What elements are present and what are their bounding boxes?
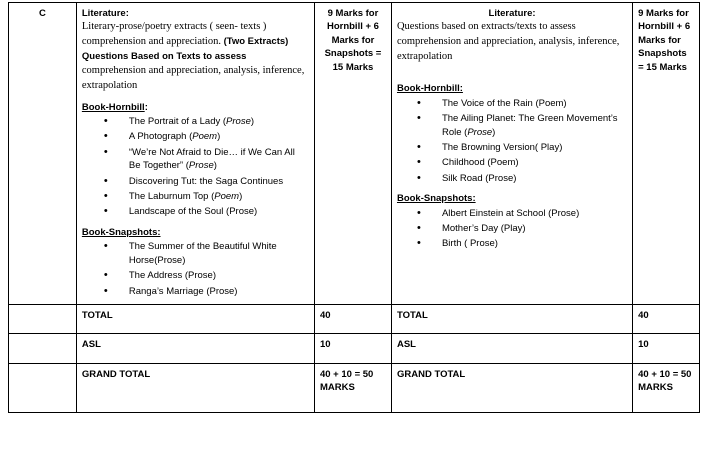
table-row-grand-total <box>9 363 700 412</box>
grand-total-value-right: 40 + 10 = 50 MARKS <box>633 363 700 412</box>
list-item: • Silk Road (Prose) <box>397 172 627 186</box>
book-hornbill-heading-left <box>82 101 309 114</box>
literature-text-right: Questions based on extracts/texts to assess comprehension and appreciation, analysis, inference, extrapolation <box>396 21 620 63</box>
list-item: • The Address (Prose) <box>82 269 309 283</box>
list-item-genre: Poem <box>214 190 240 202</box>
table-row-section-c <box>9 3 700 305</box>
paragraph-spacer <box>397 65 627 75</box>
list-item: • Ranga’s Marriage (Prose) <box>82 285 309 299</box>
asl-label-right: ASL <box>391 333 632 363</box>
total-value-right: 40 <box>633 304 700 333</box>
book-hornbill-list-left <box>82 115 309 219</box>
list-item: • Albert Einstein at School (Prose) <box>397 207 627 221</box>
literature-heading-right: Literature: <box>488 8 536 19</box>
asl-value-right: 10 <box>633 333 700 363</box>
grand-total-label-left: GRAND TOTAL <box>76 363 314 412</box>
grand-total-label-right: GRAND TOTAL <box>391 363 632 412</box>
book-snapshots-title-right: Book-Snapshots: <box>396 193 476 205</box>
book-hornbill-list-right <box>397 97 627 186</box>
grand-total-code-cell <box>9 363 77 412</box>
description-cell-left <box>76 3 314 305</box>
list-item: • The Ailing Planet: The Green Movement’s Role (Prose) <box>397 112 627 140</box>
total-label-left: TOTAL <box>76 304 314 333</box>
list-item: • The Browning Version( Play) <box>397 141 627 155</box>
grand-total-value-left: 40 + 10 = 50 MARKS <box>314 363 391 412</box>
book-hornbill-colon-left: : <box>144 101 148 113</box>
book-snapshots-title-left: Book-Snapshots: <box>81 226 161 238</box>
literature-text-left <box>82 20 309 50</box>
syllabus-table <box>8 2 700 413</box>
list-item-genre: Prose <box>467 126 493 138</box>
two-extracts-label: (Two Extracts) <box>223 36 289 48</box>
book-hornbill-title-left: Book-Hornbill <box>81 101 145 113</box>
table-row-asl <box>9 333 700 363</box>
table-row-total <box>9 304 700 333</box>
literature-heading-left: Literature: <box>81 8 129 19</box>
list-item: • A Photograph (Poem) <box>82 130 309 144</box>
book-snapshots-heading-left <box>82 226 309 239</box>
total-label-right: TOTAL <box>391 304 632 333</box>
book-snapshots-list-right <box>397 207 627 251</box>
questions-heading-left: Questions Based on Texts to assess <box>81 51 247 63</box>
list-item: • “We’re Not Afraid to Die… if We Can All Be Together” (Prose) <box>82 146 309 174</box>
marks-text-right: 9 Marks for Hornbill + 6 Marks for Snapshots = 15 Marks <box>638 8 691 73</box>
book-snapshots-list-left <box>82 240 309 298</box>
list-item: • The Summer of the Beautiful White Horse(Prose) <box>82 240 309 268</box>
asl-value-left: 10 <box>314 333 391 363</box>
book-hornbill-heading-right <box>397 82 627 95</box>
book-snapshots-heading-right <box>397 192 627 205</box>
description-cell-right <box>391 3 632 305</box>
questions-text-left: comprehension and appreciation, analysis, inference, extrapolation <box>81 64 305 91</box>
total-code-cell <box>9 304 77 333</box>
literature-extract-text-left: Literary-prose/poetry extracts ( seen- texts ) comprehension and appreciation. <box>81 21 267 48</box>
list-item: • The Laburnum Top (Poem) <box>82 190 309 204</box>
section-code-cell <box>9 3 77 305</box>
list-item: • The Voice of the Rain (Poem) <box>397 97 627 111</box>
list-item: • Mother’s Day (Play) <box>397 222 627 236</box>
marks-cell-right <box>633 3 700 305</box>
list-item-genre: Prose <box>188 160 214 172</box>
list-item: • Discovering Tut: the Saga Continues <box>82 175 309 189</box>
list-item: • Childhood (Poem) <box>397 156 627 170</box>
list-item: • Birth ( Prose) <box>397 237 627 251</box>
list-item-genre: Poem <box>192 131 218 143</box>
book-hornbill-title-right: Book-Hornbill: <box>396 83 463 95</box>
asl-label-left: ASL <box>76 333 314 363</box>
asl-code-cell <box>9 333 77 363</box>
list-item-genre: Prose <box>226 116 251 128</box>
list-item: • The Portrait of a Lady (Prose) <box>82 115 309 129</box>
list-item: • Landscape of the Soul (Prose) <box>82 205 309 219</box>
section-code-text: C <box>39 8 46 19</box>
marks-cell-left <box>314 3 391 305</box>
total-value-left: 40 <box>314 304 391 333</box>
marks-text-left: 9 Marks for Hornbill + 6 Marks for Snapshots = 15 Marks <box>324 8 382 73</box>
